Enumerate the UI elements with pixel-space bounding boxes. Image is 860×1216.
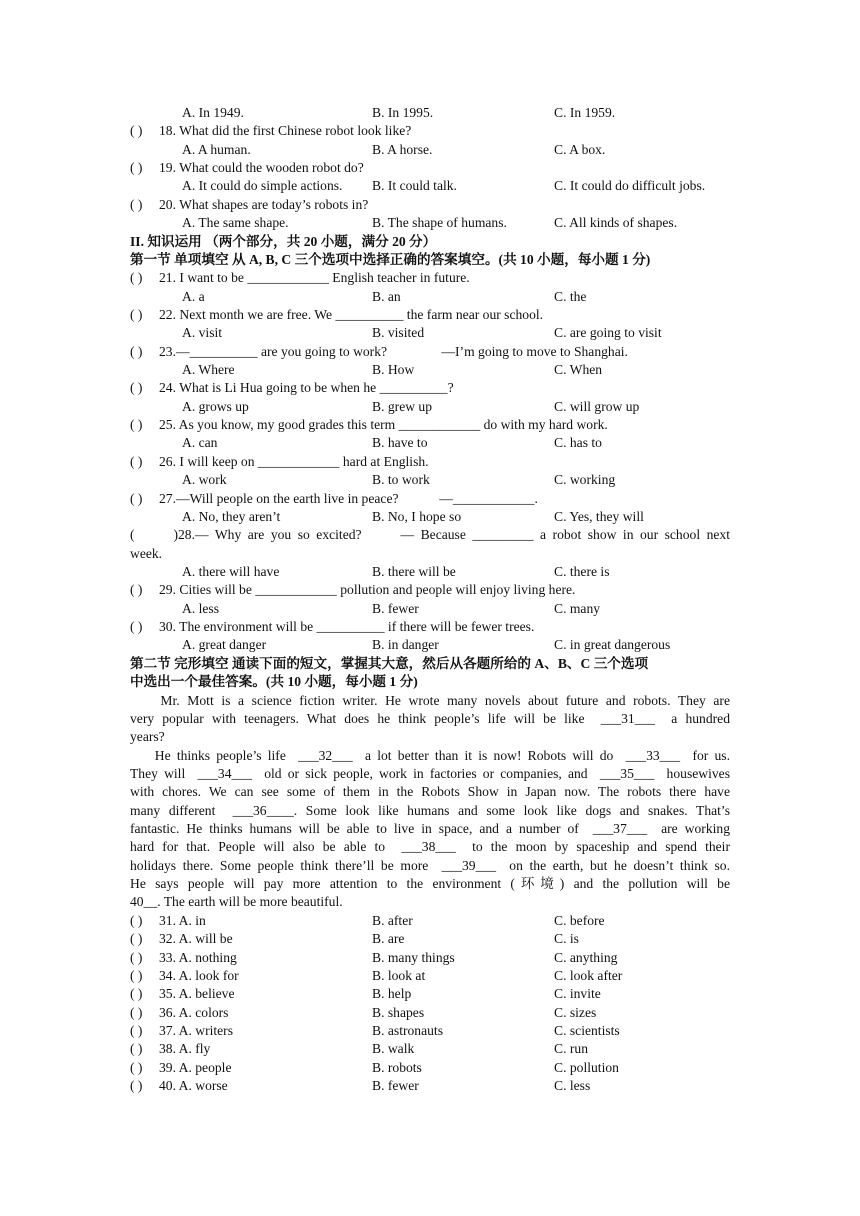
option-a: 34. A. look for bbox=[159, 967, 239, 983]
option-b: B. The shape of humans. bbox=[372, 215, 507, 231]
question-21-options bbox=[130, 288, 730, 306]
question-24-options bbox=[130, 398, 730, 416]
answer-paren: ( ) bbox=[130, 949, 143, 965]
option-c: C. the bbox=[554, 288, 587, 304]
passage-line: Mr. Mott is a science fiction writer. He wrote many novels about future and robots. They are bbox=[130, 692, 730, 708]
passage-line: very popular with teenagers. What does he think people’s life will be like ___31___ a hundred bbox=[130, 710, 730, 726]
passage-line: years? bbox=[130, 729, 165, 745]
question-28-options bbox=[130, 563, 730, 581]
option-a: 40. A. worse bbox=[159, 1078, 228, 1094]
option-b: B. shapes bbox=[372, 1004, 425, 1020]
question-text: 26. I will keep on ____________ hard at English. bbox=[159, 453, 429, 469]
answer-paren: ( ) bbox=[130, 912, 143, 928]
question-24 bbox=[130, 379, 730, 397]
question-text: 27.—Will people on the earth live in peace? —____________. bbox=[159, 490, 538, 506]
question-23 bbox=[130, 343, 730, 361]
option-a: 36. A. colors bbox=[159, 1004, 229, 1020]
option-b: B. No, I hope so bbox=[372, 508, 462, 524]
option-c: C. in great dangerous bbox=[554, 637, 671, 653]
question-28-continued: week. bbox=[130, 545, 163, 561]
option-b: B. there will be bbox=[372, 563, 456, 579]
question-text: 29. Cities will be ____________ pollution and people will enjoy living here. bbox=[159, 582, 576, 598]
option-a: A. In 1949. bbox=[182, 105, 244, 120]
question-26 bbox=[130, 453, 730, 471]
answer-paren: ( ) bbox=[130, 1078, 143, 1094]
question-text: 30. The environment will be __________ if there will be fewer trees. bbox=[159, 619, 535, 635]
section2-heading-line1: 第二节 完形填空 通读下面的短文，掌握其大意，然后从各题所给的 A、B、C 三个选项 bbox=[130, 655, 649, 671]
option-b: B. help bbox=[372, 986, 412, 1002]
question-20 bbox=[130, 196, 730, 214]
option-c: C. It could do difficult jobs. bbox=[554, 178, 706, 194]
question-text: 20. What shapes are today’s robots in? bbox=[159, 196, 369, 212]
option-b: B. look at bbox=[372, 967, 426, 983]
option-c: C. In 1959. bbox=[554, 105, 616, 120]
question-text: 18. What did the first Chinese robot look like? bbox=[159, 123, 412, 139]
grammar-questions bbox=[130, 269, 730, 526]
answer-paren: ( ) bbox=[130, 1022, 143, 1038]
passage-line: 40__. The earth will be more beautiful. bbox=[130, 894, 343, 910]
answer-paren: ( ) bbox=[130, 306, 143, 322]
passage-line: holidays there. Some people think there’ll be more ___39___ on the earth, but he doesn’t think so. bbox=[130, 857, 730, 873]
option-c: C. there is bbox=[554, 563, 610, 579]
option-b: B. in danger bbox=[372, 637, 439, 653]
option-a: A. Where bbox=[182, 362, 235, 378]
option-c: C. look after bbox=[554, 967, 623, 983]
option-c: C. has to bbox=[554, 435, 602, 451]
answer-paren: ( ) bbox=[130, 490, 143, 506]
cloze-question-40 bbox=[130, 1077, 730, 1095]
option-c: C. run bbox=[554, 1041, 588, 1057]
answer-paren: ( ) bbox=[130, 196, 143, 212]
cloze-question-38 bbox=[130, 1040, 730, 1058]
answer-paren: ( ) bbox=[130, 343, 143, 359]
option-b: B. visited bbox=[372, 325, 425, 341]
answer-paren: ( ) bbox=[130, 453, 143, 469]
exam-page bbox=[130, 104, 730, 1095]
option-a: 37. A. writers bbox=[159, 1022, 234, 1038]
answer-paren: ( ) bbox=[130, 619, 143, 635]
option-a: A. grows up bbox=[182, 398, 249, 414]
section1-heading bbox=[130, 251, 730, 269]
option-b: B. fewer bbox=[372, 600, 419, 616]
option-a: 35. A. believe bbox=[159, 986, 235, 1002]
option-c: C. are going to visit bbox=[554, 325, 662, 341]
cloze-question-32 bbox=[130, 930, 730, 948]
option-a: A. a bbox=[182, 288, 205, 304]
option-a: A. there will have bbox=[182, 563, 280, 579]
cloze-question-34 bbox=[130, 967, 730, 985]
option-b: B. A horse. bbox=[372, 141, 433, 157]
question-20-options bbox=[130, 214, 730, 232]
option-c: C. will grow up bbox=[554, 398, 640, 414]
option-b: B. How bbox=[372, 362, 415, 378]
option-b: B. walk bbox=[372, 1041, 415, 1057]
question-text: 23.—__________ are you going to work? —I’m going to move to Shanghai. bbox=[159, 343, 628, 359]
option-b: B. fewer bbox=[372, 1078, 419, 1094]
question-28: ( )28.— Why are you so excited? — Because _________ a robot show in our school next bbox=[130, 527, 730, 543]
question-text: 22. Next month we are free. We __________ the farm near our school. bbox=[159, 306, 544, 322]
option-b: B. astronauts bbox=[372, 1022, 443, 1038]
answer-paren: ( ) bbox=[130, 270, 143, 286]
passage-line: with chores. We can see some of them in the Robots Show in Japan now. The robots there have bbox=[130, 784, 730, 800]
cloze-question-31 bbox=[130, 912, 730, 930]
option-c: C. pollution bbox=[554, 1059, 619, 1075]
answer-paren: ( ) bbox=[130, 967, 143, 983]
option-c: C. invite bbox=[554, 986, 601, 1002]
option-b: B. are bbox=[372, 931, 405, 947]
cloze-question-39 bbox=[130, 1059, 730, 1077]
passage-line: They will ___34___ old or sick people, work in factories or companies, and ___35___ housewives bbox=[130, 765, 730, 781]
cloze-question-33 bbox=[130, 949, 730, 967]
option-a: 32. A. will be bbox=[159, 931, 233, 947]
option-c: C. sizes bbox=[554, 1004, 597, 1020]
option-a: A. can bbox=[182, 435, 218, 451]
option-a: 33. A. nothing bbox=[159, 949, 237, 965]
question-19-options bbox=[130, 177, 730, 195]
answer-paren: ( ) bbox=[130, 1004, 143, 1020]
cloze-question-36 bbox=[130, 1004, 730, 1022]
option-a: A. work bbox=[182, 472, 227, 488]
option-a: A. visit bbox=[182, 325, 223, 341]
question-26-options bbox=[130, 471, 730, 489]
option-b: B. an bbox=[372, 288, 401, 304]
passage-line: fantastic. He thinks humans will be able to live in space, and a number of ___37___ are working bbox=[130, 821, 730, 837]
question-18 bbox=[130, 122, 730, 140]
option-c: C. is bbox=[554, 931, 579, 947]
cloze-question-37 bbox=[130, 1022, 730, 1040]
cloze-question-35 bbox=[130, 985, 730, 1003]
question-text: 19. What could the wooden robot do? bbox=[159, 160, 364, 176]
answer-paren: ( ) bbox=[130, 582, 143, 598]
question-19 bbox=[130, 159, 730, 177]
option-c: C. anything bbox=[554, 949, 618, 965]
answer-paren: ( ) bbox=[130, 931, 143, 947]
question-18-options bbox=[130, 141, 730, 159]
question-text: 21. I want to be ____________ English teacher in future. bbox=[159, 270, 470, 286]
option-c: C. less bbox=[554, 1078, 591, 1094]
question-29 bbox=[130, 581, 730, 599]
question-30 bbox=[130, 618, 730, 636]
option-a: A. It could do simple actions. bbox=[182, 178, 343, 194]
q17-options-row bbox=[130, 104, 730, 122]
question-21 bbox=[130, 269, 730, 287]
option-a: A. The same shape. bbox=[182, 215, 289, 231]
option-c: C. All kinds of shapes. bbox=[554, 215, 678, 231]
question-25 bbox=[130, 416, 730, 434]
answer-paren: ( ) bbox=[130, 1041, 143, 1057]
option-c: C. A box. bbox=[554, 141, 606, 157]
option-b: B. to work bbox=[372, 472, 430, 488]
passage-line: He says people will pay more attention to the environment (环境) and the pollution will be bbox=[130, 876, 730, 892]
question-23-options bbox=[130, 361, 730, 379]
option-b: B. It could talk. bbox=[372, 178, 457, 194]
option-b: B. robots bbox=[372, 1059, 422, 1075]
option-a: A. great danger bbox=[182, 637, 267, 653]
answer-paren: ( ) bbox=[130, 123, 143, 139]
option-c: C. When bbox=[554, 362, 603, 378]
question-30-options bbox=[130, 636, 730, 654]
answer-paren: ( ) bbox=[130, 417, 143, 433]
question-22 bbox=[130, 306, 730, 324]
option-c: C. before bbox=[554, 912, 605, 928]
passage-line: many different ___36____. Some look like humans and some look like dogs and snakes. That’s bbox=[130, 802, 730, 818]
question-27-options bbox=[130, 508, 730, 526]
answer-paren: ( ) bbox=[130, 986, 143, 1002]
option-c: C. many bbox=[554, 600, 601, 616]
option-a: 39. A. people bbox=[159, 1059, 232, 1075]
passage-line: hard for that. People will also be able to ___38___ to the moon by spaceship and spend their bbox=[130, 839, 730, 855]
option-a: A. No, they aren’t bbox=[182, 508, 281, 524]
cloze-questions bbox=[130, 912, 730, 1096]
cloze-passage bbox=[130, 692, 730, 912]
option-a: A. less bbox=[182, 600, 220, 616]
question-22-options bbox=[130, 324, 730, 342]
section1-heading-text: 第一节 单项填空 从 A, B, C 三个选项中选择正确的答案填空。(共 10 小题，每小题 1 分) bbox=[130, 251, 651, 267]
option-a: 38. A. fly bbox=[159, 1041, 211, 1057]
part2-heading: II. 知识运用 （两个部分，共 20 小题，满分 20 分） bbox=[130, 233, 437, 249]
answer-paren: ( ) bbox=[130, 1059, 143, 1075]
option-b: B. In 1995. bbox=[372, 105, 434, 120]
option-c: C. working bbox=[554, 472, 616, 488]
question-text: 25. As you know, my good grades this term ____________ do with my hard work. bbox=[159, 417, 608, 433]
question-text: 24. What is Li Hua going to be when he __________? bbox=[159, 380, 454, 396]
passage-line: He thinks people’s life ___32___ a lot better than it is now! Robots will do ___33___ for us. bbox=[130, 747, 730, 763]
option-c: C. Yes, they will bbox=[554, 508, 644, 524]
answer-paren: ( ) bbox=[130, 160, 143, 176]
question-25-options bbox=[130, 434, 730, 452]
answer-paren: ( ) bbox=[130, 380, 143, 396]
option-b: B. many things bbox=[372, 949, 455, 965]
option-a: 31. A. in bbox=[159, 912, 206, 928]
option-b: B. have to bbox=[372, 435, 428, 451]
question-27 bbox=[130, 490, 730, 508]
option-a: A. A human. bbox=[182, 141, 251, 157]
option-b: B. grew up bbox=[372, 398, 433, 414]
question-29-options bbox=[130, 600, 730, 618]
option-c: C. scientists bbox=[554, 1022, 620, 1038]
option-b: B. after bbox=[372, 912, 413, 928]
section2-heading-line2: 中选出一个最佳答案。(共 10 小题，每小题 1 分) bbox=[130, 674, 418, 690]
